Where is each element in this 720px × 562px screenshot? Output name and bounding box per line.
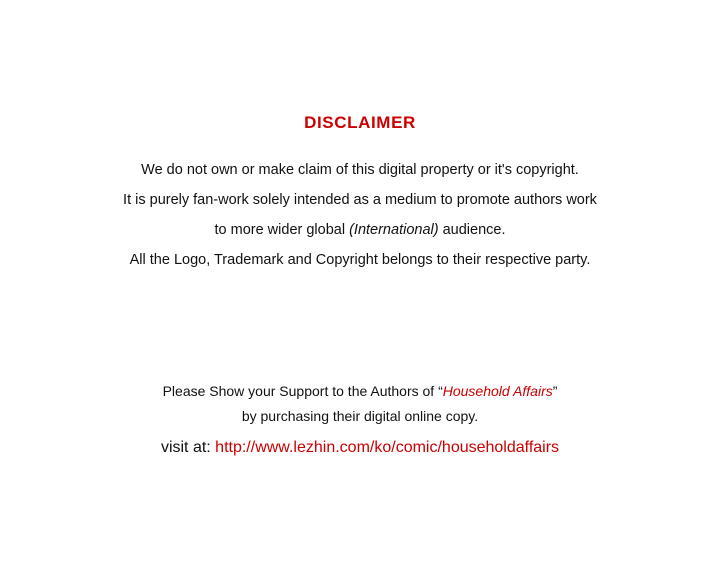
support-line-1 xyxy=(0,379,720,404)
disclaimer-line-3 xyxy=(0,215,720,245)
disclaimer-line-3-prefix: to more wider global xyxy=(214,222,350,238)
page-title: DISCLAIMER xyxy=(304,113,416,132)
disclaimer-line-1: We do not own or make claim of this digital property or it's copyright. xyxy=(141,162,579,178)
disclaimer-line-2: It is purely fan-work solely intended as a medium to promote authors work xyxy=(123,192,597,208)
comic-url-link[interactable]: http://www.lezhin.com/ko/comic/householdaffairs xyxy=(215,439,560,456)
support-block xyxy=(0,379,720,429)
work-title: Household Affairs xyxy=(442,383,553,399)
support-line-1-prefix: Please Show your Support to the Authors of “ xyxy=(162,383,443,399)
visit-label: visit at: xyxy=(160,439,216,456)
disclaimer-line-3-suffix: audience. xyxy=(438,222,506,238)
disclaimer-line-3-emphasis: (International) xyxy=(349,222,439,238)
disclaimer-line-4: All the Logo, Trademark and Copyright belongs to their respective party. xyxy=(129,252,591,268)
disclaimer-body xyxy=(0,155,720,275)
support-line-2: by purchasing their digital online copy. xyxy=(241,408,479,424)
support-line-1-suffix: ” xyxy=(552,383,558,399)
visit-block xyxy=(0,439,720,457)
